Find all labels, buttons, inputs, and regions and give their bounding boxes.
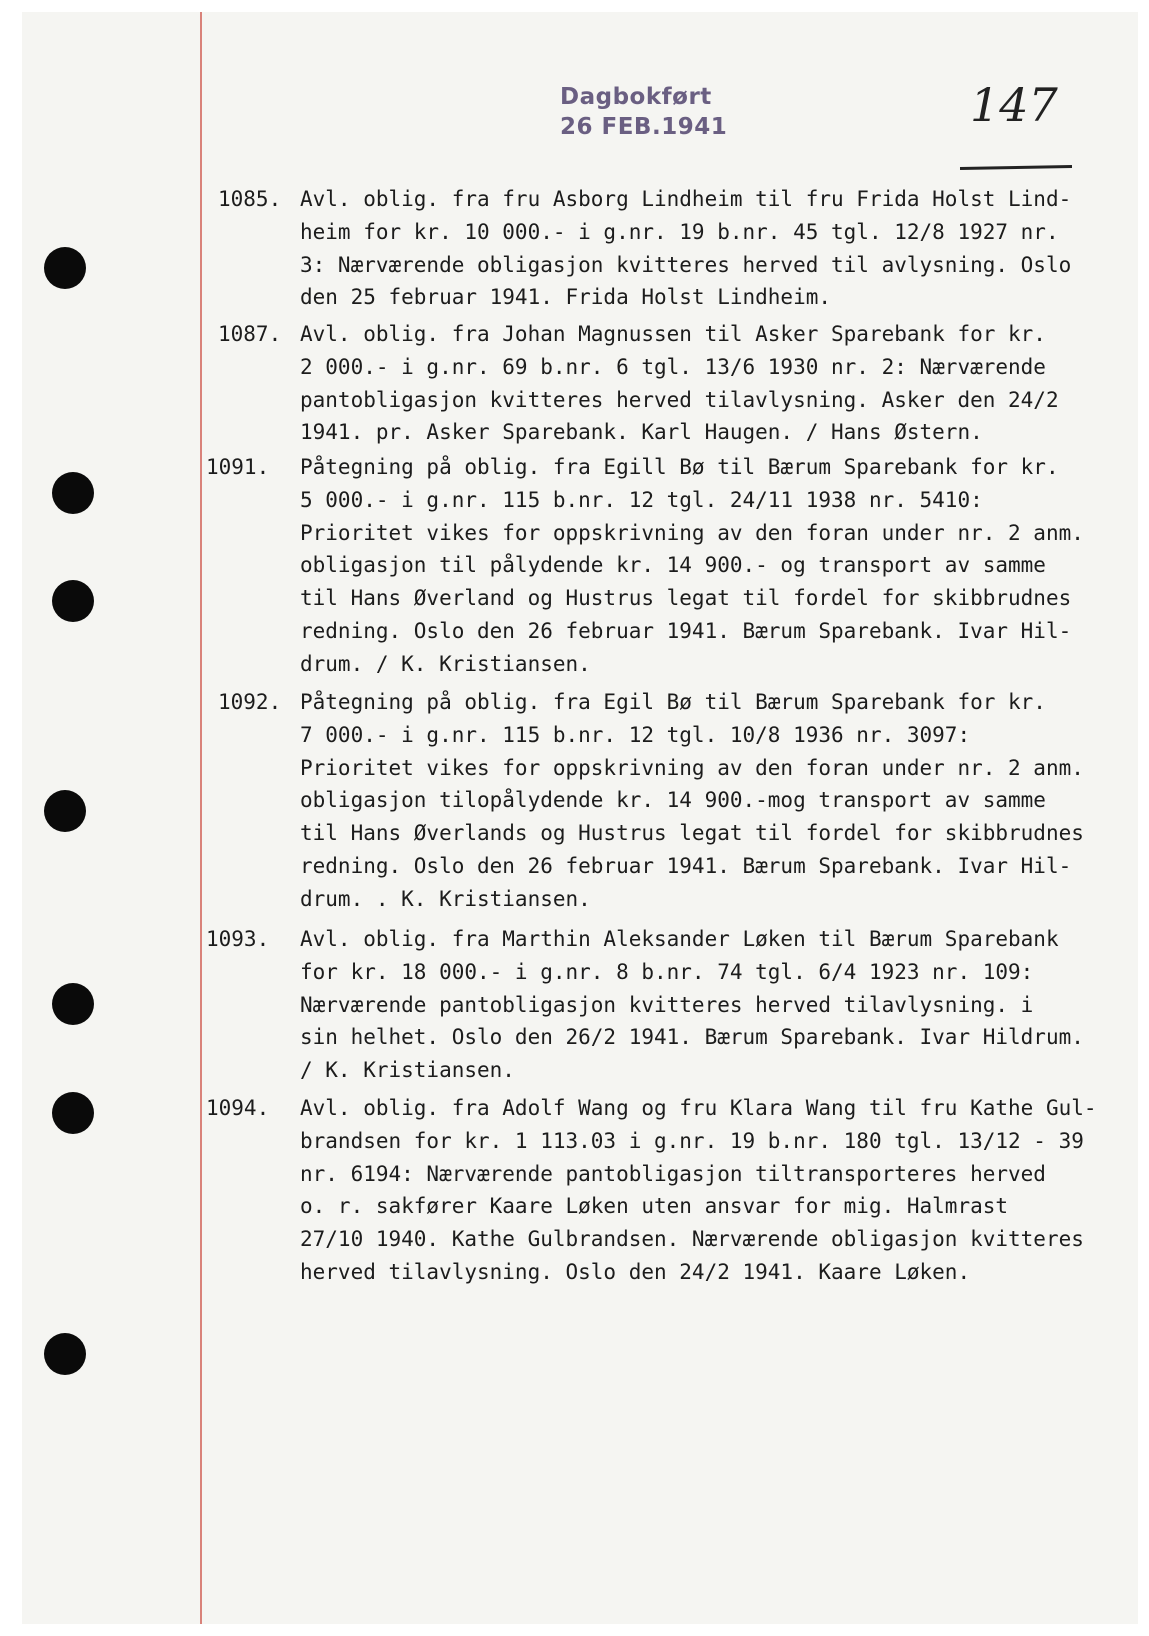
entry-number: 1087. bbox=[218, 322, 282, 346]
entry-line: Nærværende pantobligasjon kvitteres herved tilavlysning. i bbox=[300, 992, 1034, 1017]
entry-line: Avl. oblig. fra Marthin Aleksander Løken til Bærum Sparebank bbox=[300, 927, 1059, 951]
entry-line: brandsen for kr. 1 113.03 i g.nr. 19 b.nr. 180 tgl. 13/12 - 39 bbox=[300, 1128, 1084, 1153]
entry-line: 3: Nærværende obligasjon kvitteres herved til avlysning. Oslo bbox=[300, 252, 1072, 277]
entry-line: / K. Kristiansen. bbox=[300, 1058, 515, 1083]
entry-line: til Hans Øverlands og Hustrus legat til fordel for skibbrudnes bbox=[300, 821, 1084, 846]
stamp-date: 26 FEB.1941 bbox=[560, 114, 728, 140]
entry-line: sin helhet. Oslo den 26/2 1941. Bærum Sparebank. Ivar Hildrum. bbox=[300, 1025, 1084, 1050]
entry-line: drum. . K. Kristiansen. bbox=[300, 886, 591, 911]
entry-line: redning. Oslo den 26 februar 1941. Bærum Sparebank. Ivar Hil- bbox=[300, 853, 1072, 878]
entry-text bbox=[300, 318, 1148, 449]
entry-number: 1092. bbox=[218, 690, 282, 714]
entry-line: Prioritet vikes for oppskrivning av den foran under nr. 2 anm. bbox=[300, 755, 1084, 780]
entry-text bbox=[300, 686, 1148, 916]
entry-number: 1085. bbox=[218, 187, 282, 211]
entry-text bbox=[300, 451, 1148, 681]
stamp-title: Dagbokført bbox=[560, 84, 712, 110]
entry-line: Påtegning på oblig. fra Egill Bø til Bærum Sparebank for kr. bbox=[300, 455, 1059, 479]
entry-line: Påtegning på oblig. fra Egil Bø til Bærum Sparebank for kr. bbox=[300, 690, 1046, 714]
entry-line: Avl. oblig. fra Adolf Wang og fru Klara Wang til fru Kathe Gul- bbox=[300, 1096, 1097, 1120]
entry-line: Prioritet vikes for oppskrivning av den foran under nr. 2 anm. bbox=[300, 520, 1084, 545]
entry-line: pantobligasjon kvitteres herved tilavlysning. Asker den 24/2 bbox=[300, 387, 1059, 412]
entry-line: 5 000.- i g.nr. 115 b.nr. 12 tgl. 24/11 1938 nr. 5410: bbox=[300, 487, 983, 512]
entry-text bbox=[300, 1092, 1148, 1289]
entry-line: Avl. oblig. fra Johan Magnussen til Asker Sparebank for kr. bbox=[300, 322, 1046, 346]
page-number: 147 bbox=[970, 78, 1058, 132]
punch-hole bbox=[52, 1092, 94, 1134]
punch-hole bbox=[44, 790, 86, 832]
entry-line: herved tilavlysning. Oslo den 24/2 1941. Kaare Løken. bbox=[300, 1259, 971, 1284]
entry-line: obligasjon til pålydende kr. 14 900.- og transport av samme bbox=[300, 553, 1046, 578]
registration-stamp bbox=[560, 82, 727, 142]
punch-hole bbox=[44, 1333, 86, 1375]
entry-line: 1941. pr. Asker Sparebank. Karl Haugen. / Hans Østern. bbox=[300, 420, 983, 445]
margin-rule bbox=[200, 12, 202, 1624]
entry-line: Avl. oblig. fra fru Asborg Lindheim til fru Frida Holst Lind- bbox=[300, 187, 1072, 211]
entry-line: for kr. 18 000.- i g.nr. 8 b.nr. 74 tgl. 6/4 1923 nr. 109: bbox=[300, 959, 1034, 984]
entry-line: heim for kr. 10 000.- i g.nr. 19 b.nr. 45 tgl. 12/8 1927 nr. bbox=[300, 219, 1059, 244]
entry-line: obligasjon tilopålydende kr. 14 900.-mog transport av samme bbox=[300, 788, 1046, 813]
entry-number: 1094. bbox=[206, 1096, 270, 1120]
entry-line: den 25 februar 1941. Frida Holst Lindheim. bbox=[300, 285, 832, 310]
entry-line: drum. / K. Kristiansen. bbox=[300, 651, 591, 676]
entry-text bbox=[300, 183, 1148, 314]
entry-line: 7 000.- i g.nr. 115 b.nr. 12 tgl. 10/8 1936 nr. 3097: bbox=[300, 722, 971, 747]
punch-hole bbox=[44, 247, 86, 289]
entry-line: 2 000.- i g.nr. 69 b.nr. 6 tgl. 13/6 1930 nr. 2: Nærværende bbox=[300, 354, 1046, 379]
punch-hole bbox=[52, 983, 94, 1025]
entry-number: 1093. bbox=[206, 927, 270, 951]
punch-hole bbox=[52, 472, 94, 514]
entry-line: redning. Oslo den 26 februar 1941. Bærum Sparebank. Ivar Hil- bbox=[300, 618, 1072, 643]
punch-hole bbox=[52, 580, 94, 622]
entry-line: o. r. sakfører Kaare Løken uten ansvar for mig. Halmrast bbox=[300, 1194, 1009, 1219]
entry-line: nr. 6194: Nærværende pantobligasjon tiltransporteres herved bbox=[300, 1161, 1046, 1186]
entry-number: 1091. bbox=[206, 455, 270, 479]
entry-text bbox=[300, 923, 1148, 1087]
entry-line: 27/10 1940. Kathe Gulbrandsen. Nærværende obligasjon kvitteres bbox=[300, 1227, 1084, 1252]
entry-line: til Hans Øverland og Hustrus legat til fordel for skibbrudnes bbox=[300, 586, 1072, 611]
